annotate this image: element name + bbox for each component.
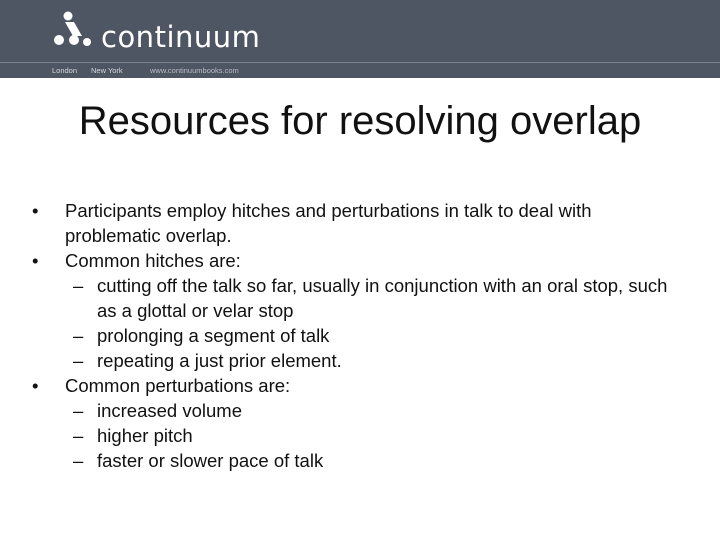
dash-icon: – (73, 275, 84, 296)
dash-icon: – (73, 350, 84, 371)
sub-bullet-item (30, 348, 680, 373)
bullet-icon: • (32, 375, 39, 396)
sub-bullet-text: higher pitch (97, 425, 193, 446)
dash-icon: – (73, 425, 84, 446)
bullet-item (30, 198, 680, 248)
slide-title: Resources for resolving overlap (78, 99, 642, 143)
bullet-text: Common hitches are: (65, 250, 241, 271)
dash-icon: – (73, 400, 84, 421)
publisher-website: www.continuumbooks.com (150, 66, 239, 75)
bullet-icon: • (32, 200, 39, 221)
sub-bullet-text: prolonging a segment of talk (97, 325, 330, 346)
dash-icon: – (73, 325, 84, 346)
sub-bullet-item (30, 273, 680, 323)
header-divider (0, 62, 720, 63)
bullet-text: Common perturbations are: (65, 375, 291, 396)
continuum-logo-icon (52, 10, 96, 50)
brand-name: continuum (101, 20, 261, 54)
dash-icon: – (73, 450, 84, 471)
sub-bullet-item (30, 398, 680, 423)
sub-bullet-item (30, 448, 680, 473)
sub-bullet-text: increased volume (97, 400, 242, 421)
bullet-text: Participants employ hitches and perturbations in talk to deal with problematic overlap. (65, 200, 592, 246)
location-london: London (52, 66, 78, 75)
bullet-item (30, 248, 680, 273)
publisher-header (0, 0, 720, 78)
sub-bullet-item (30, 423, 680, 448)
sub-bullet-text: faster or slower pace of talk (97, 450, 324, 471)
sub-bullet-text: cutting off the talk so far, usually in conjunction with an oral stop, such as a glottal or velar stop (97, 275, 668, 321)
bullet-list (30, 198, 680, 473)
sub-bullet-text: repeating a just prior element. (97, 350, 342, 371)
bullet-icon: • (32, 250, 39, 271)
location-new-york: New York (91, 66, 123, 75)
sub-bullet-item (30, 323, 680, 348)
bullet-item (30, 373, 680, 398)
